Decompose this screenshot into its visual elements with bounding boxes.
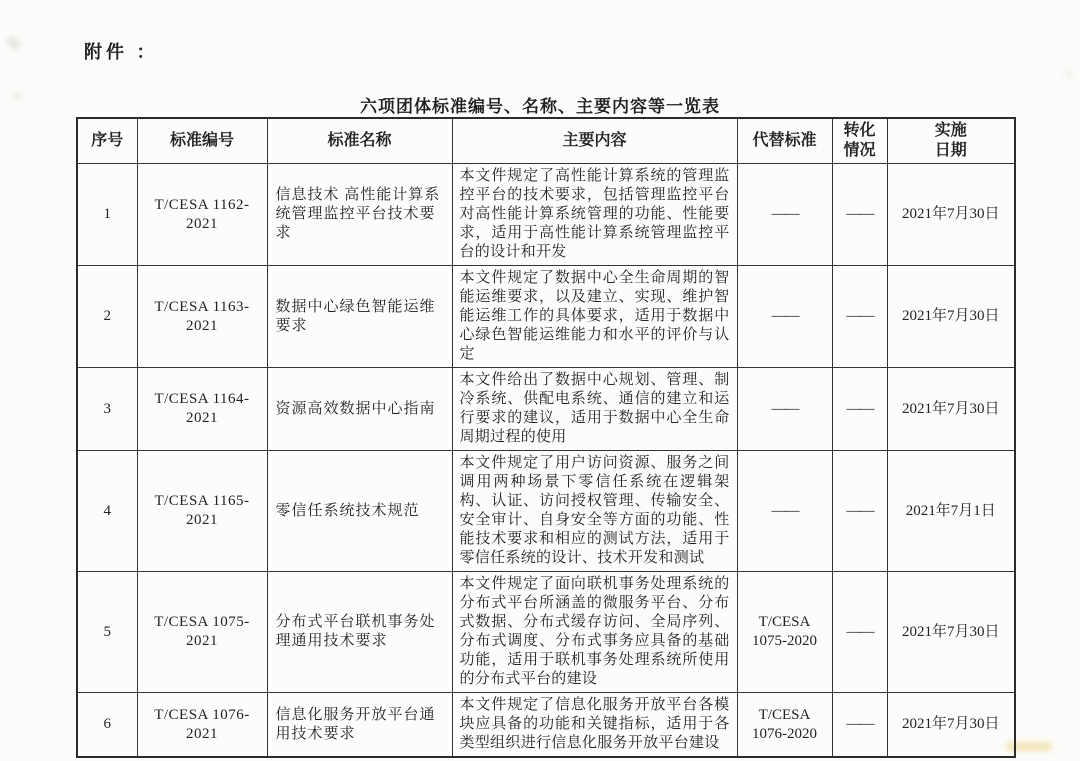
header-date xyxy=(887,118,1015,164)
cell-date: 2021年7月30日 xyxy=(887,693,1015,758)
header-date-line1: 实施 xyxy=(934,122,967,139)
header-no: 序号 xyxy=(77,118,137,164)
scan-artifact xyxy=(5,34,24,51)
cell-replaced xyxy=(737,368,832,451)
dash-placeholder: —— xyxy=(846,716,873,732)
table-row xyxy=(77,572,1015,693)
cell-date: 2021年7月30日 xyxy=(887,164,1015,266)
table-row xyxy=(77,451,1015,572)
cell-date: 2021年7月1日 xyxy=(887,451,1015,572)
cell-content: 本文件规定了用户访问资源、服务之间调用两种场景下零信任系统在逻辑架构、认证、访问授权管理、传输安全、安全审计、自身安全等方面的功能、性能技术要求和相应的测试方法，适用于零信任系统的设计、技术开发和测试 xyxy=(452,451,737,572)
dash-placeholder: —— xyxy=(771,308,798,324)
header-name: 标准名称 xyxy=(267,118,452,164)
cell-name: 零信任系统技术规范 xyxy=(267,451,452,572)
cell-date: 2021年7月30日 xyxy=(887,266,1015,368)
dash-placeholder: —— xyxy=(771,502,798,519)
cell-code: T/CESA 1164-2021 xyxy=(137,368,267,451)
cell-name: 数据中心绿色智能运维要求 xyxy=(267,266,452,368)
header-code: 标准编号 xyxy=(137,118,267,164)
table-row xyxy=(77,266,1015,368)
header-conversion-line1: 转化 xyxy=(843,122,876,139)
dash-placeholder: —— xyxy=(846,206,873,222)
cell-conversion xyxy=(832,572,887,693)
cell-content: 本文件规定了数据中心全生命周期的智能运维要求，以及建立、实现、维护智能运维工作的具体要求，适用于数据中心绿色智能运维能力和水平的评价与认定 xyxy=(452,266,737,368)
cell-no: 1 xyxy=(77,164,137,266)
cell-code: T/CESA 1075-2021 xyxy=(137,572,267,693)
dash-placeholder: —— xyxy=(846,502,873,519)
dash-placeholder: —— xyxy=(771,206,798,222)
cell-name: 信息化服务开放平台通用技术要求 xyxy=(267,693,452,758)
cell-no: 5 xyxy=(77,572,137,693)
cell-code: T/CESA 1165-2021 xyxy=(137,451,267,572)
header-conversion-line2: 情况 xyxy=(843,142,876,159)
table-row xyxy=(77,368,1015,451)
cell-name: 资源高效数据中心指南 xyxy=(267,368,452,451)
cell-conversion xyxy=(832,451,887,572)
cell-replaced xyxy=(737,266,832,368)
cell-date: 2021年7月30日 xyxy=(887,368,1015,451)
cell-no: 6 xyxy=(77,693,137,758)
header-content: 主要内容 xyxy=(452,118,737,164)
cell-conversion xyxy=(832,368,887,451)
cell-name: 分布式平台联机事务处理通用技术要求 xyxy=(267,572,452,693)
table-row xyxy=(77,164,1015,266)
cell-replaced: T/CESA 1075-2020 xyxy=(737,572,832,693)
dash-placeholder: —— xyxy=(846,400,873,417)
cell-conversion xyxy=(832,164,887,266)
dash-placeholder: —— xyxy=(771,400,798,417)
cell-replaced xyxy=(737,164,832,266)
standards-table xyxy=(76,117,1016,758)
dash-placeholder: —— xyxy=(846,308,873,324)
dash-placeholder: —— xyxy=(846,623,873,640)
cell-no: 2 xyxy=(77,266,137,368)
cell-conversion xyxy=(832,266,887,368)
scan-artifact xyxy=(1064,70,1074,77)
cell-code: T/CESA 1162-2021 xyxy=(137,164,267,266)
page-title: 六项团体标准编号、名称、主要内容等一览表 xyxy=(360,97,720,116)
cell-content: 本文件给出了数据中心规划、管理、制冷系统、供配电系统、通信的建立和运行要求的建议，适用于数据中心全生命周期过程的使用 xyxy=(452,368,737,451)
cell-no: 3 xyxy=(77,368,137,451)
cell-replaced: T/CESA 1076-2020 xyxy=(737,693,832,758)
cell-content: 本文件规定了信息化服务开放平台各模块应具备的功能和关键指标，适用于各类型组织进行信息化服务开放平台建设 xyxy=(452,693,737,758)
header-date-line2: 日期 xyxy=(934,142,967,159)
cell-replaced xyxy=(737,451,832,572)
cell-code: T/CESA 1076-2021 xyxy=(137,693,267,758)
cell-name: 信息技术 高性能计算系统管理监控平台技术要求 xyxy=(267,164,452,266)
header-conversion xyxy=(832,118,887,164)
cell-code: T/CESA 1163-2021 xyxy=(137,266,267,368)
cell-content: 本文件规定了高性能计算系统的管理监控平台的技术要求，包括管理监控平台对高性能计算系统管理的功能、性能要求，适用于高性能计算系统管理监控平台的设计和开发 xyxy=(452,164,737,266)
table-header-row xyxy=(77,118,1015,164)
cell-content: 本文件规定了面向联机事务处理系统的分布式平台所涵盖的微服务平台、分布式数据、分布式缓存访问、全局序列、分布式调度、分布式事务应具备的基础功能，适用于联机事务处理系统所使用的分布式平台的建设 xyxy=(452,572,737,693)
cell-no: 4 xyxy=(77,451,137,572)
table-row xyxy=(77,693,1015,758)
cell-date: 2021年7月30日 xyxy=(887,572,1015,693)
header-replaced: 代替标准 xyxy=(737,118,832,164)
attachment-label: 附件 ： xyxy=(84,42,159,62)
cell-conversion xyxy=(832,693,887,758)
